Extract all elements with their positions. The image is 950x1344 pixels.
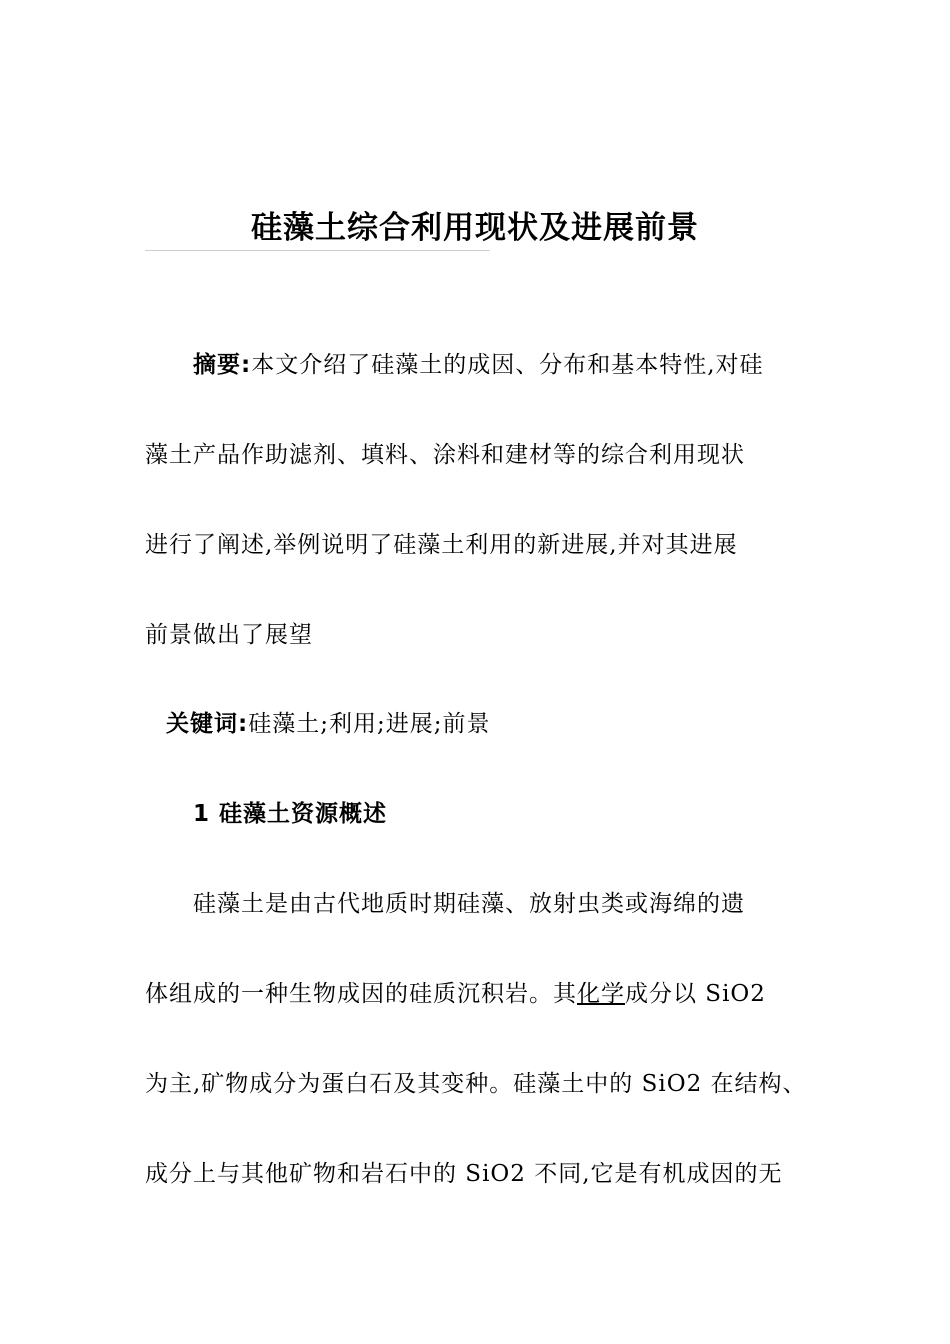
abstract-line-1 [193, 350, 764, 380]
keywords-text: 硅藻土;利用;进展;前景 [248, 711, 491, 737]
paragraph-line-1: 硅藻土是由古代地质时期硅藻、放射虫类或海绵的遗 [193, 891, 745, 917]
abstract-label: 摘要: [193, 352, 252, 378]
paragraph-text-2b: 成分以 SiO2 [625, 981, 766, 1007]
document-title: 硅藻土综合利用现状及进展前景 [251, 210, 699, 246]
paragraph-line-2 [145, 979, 766, 1009]
keywords-line [166, 709, 490, 739]
abstract-line-4: 前景做出了展望 [145, 622, 313, 648]
paragraph-line-3: 为主,矿物成分为蛋白石及其变种。硅藻土中的 SiO2 在结构、 [145, 1071, 807, 1097]
paragraph-line-4: 成分上与其他矿物和岩石中的 SiO2 不同,它是有机成因的无 [145, 1161, 783, 1187]
abstract-text-1: 本文介绍了硅藻土的成因、分布和基本特性,对硅 [251, 352, 764, 378]
abstract-line-3: 进行了阐述,举例说明了硅藻土利用的新进展,并对其进展 [145, 532, 738, 558]
title-divider [145, 250, 490, 251]
paragraph-text-2a: 体组成的一种生物成因的硅质沉积岩。其 [145, 981, 577, 1007]
keywords-label: 关键词: [166, 711, 249, 737]
abstract-line-2: 藻土产品作助滤剂、填料、涂料和建材等的综合利用现状 [145, 442, 745, 468]
chemistry-link[interactable]: 化学 [577, 981, 625, 1007]
section-heading: 1 硅藻土资源概述 [193, 801, 388, 827]
